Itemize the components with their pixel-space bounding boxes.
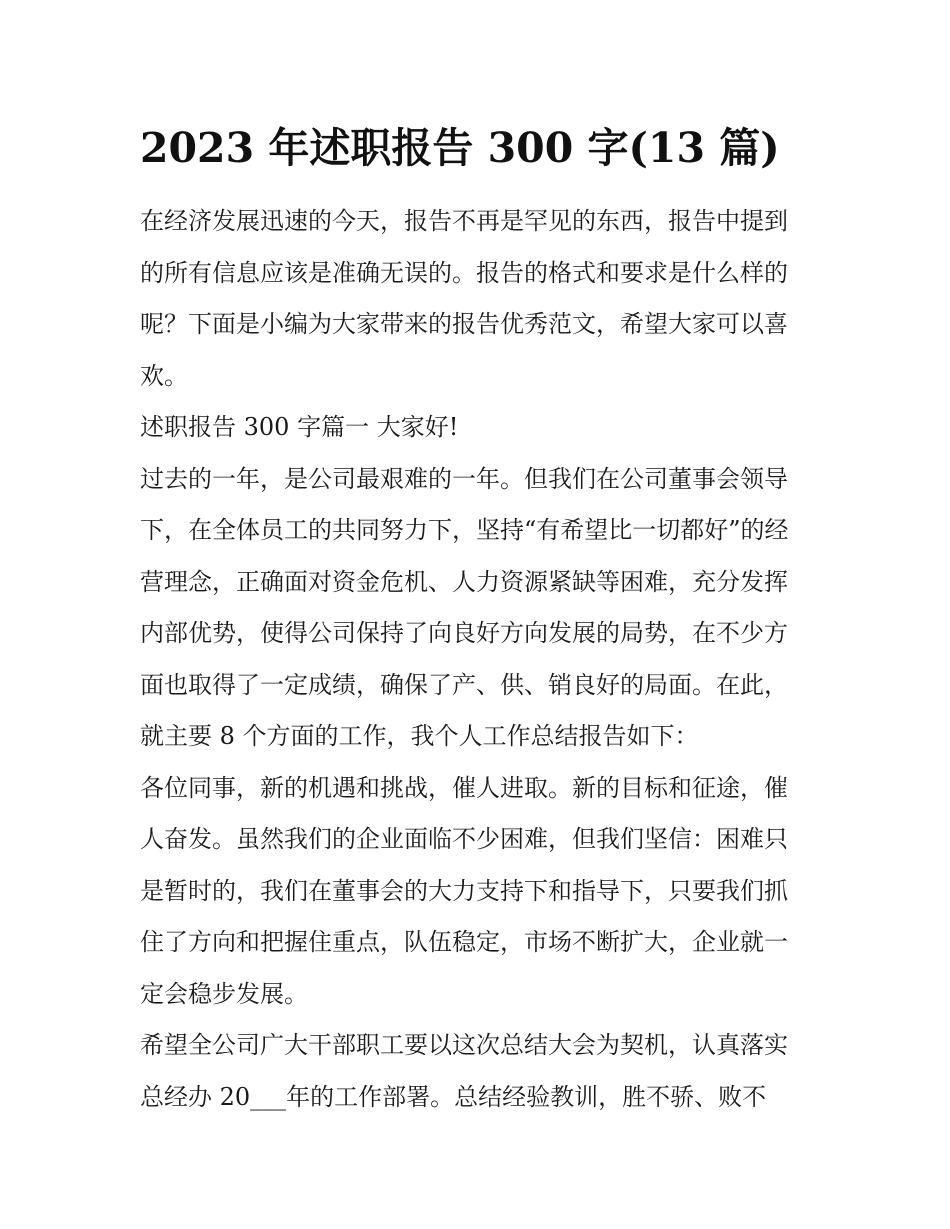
text-line: 面也取得了一定成绩，确保了产、供、销良好的局面。在此， <box>140 670 788 699</box>
text-line: 希望全公司广大干部职工要以这次总结大会为契机，认真落实 <box>140 1031 788 1059</box>
text-line: 住了方向和把握住重点，队伍稳定，市场不断扩大，企业就一 <box>140 928 788 956</box>
section-heading: 述职报告 300 字篇一 大家好! <box>140 413 459 441</box>
text-line: 欢。 <box>140 361 188 390</box>
text-line: 过去的一年，是公司最艰难的一年。但我们在公司董事会领导 <box>140 464 788 493</box>
document-body <box>140 196 812 1123</box>
text-line: 就主要 8 个方面的工作，我个人工作总结报告如下： <box>140 722 699 750</box>
text-line: 内部优势，使得公司保持了向良好方向发展的局势，在不少方 <box>140 619 788 647</box>
text-line: 下，在全体员工的共同努力下，坚持“有希望比一切都好”的经 <box>140 516 789 544</box>
text-line: 的所有信息应该是准确无误的。报告的格式和要求是什么样的 <box>140 258 788 287</box>
text-line: 营理念，正确面对资金危机、人力资源紧缺等困难，充分发挥 <box>140 567 788 596</box>
text-line: 定会稳步发展。 <box>140 979 308 1008</box>
text-line: 各位同事，新的机遇和挑战，催人进取。新的目标和征途，催 <box>140 773 788 802</box>
text-line: 总经办 20___年的工作部署。总结经验教训，胜不骄、败不 <box>140 1082 767 1111</box>
text-line: 呢？下面是小编为大家带来的报告优秀范文，希望大家可以喜 <box>140 310 788 338</box>
text-line: 人奋发。虽然我们的企业面临不少困难，但我们坚信：困难只 <box>140 825 788 853</box>
text-line: 是暂时的，我们在董事会的大力支持下和指导下，只要我们抓 <box>140 876 788 905</box>
text-line: 在经济发展迅速的今天，报告不再是罕见的东西，报告中提到 <box>140 207 788 235</box>
document-title: 2023 年述职报告 300 字(13 篇) <box>140 124 780 172</box>
